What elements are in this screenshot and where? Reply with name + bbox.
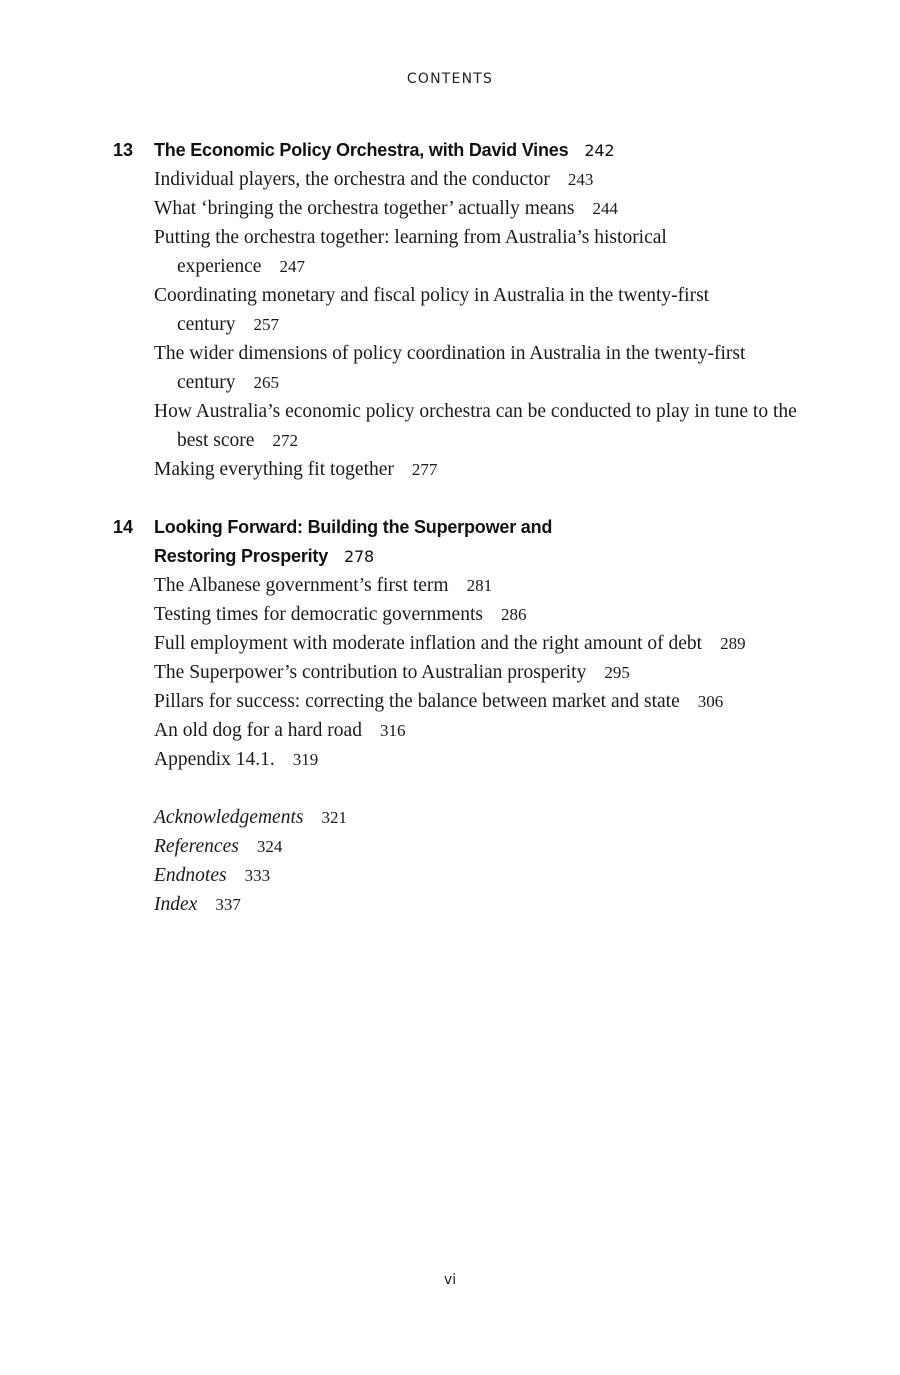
back-matter-item-index[interactable] <box>154 890 900 919</box>
back-matter-page: 324 <box>256 837 283 856</box>
entry-text: How Australia’s economic policy orchestra can be conducted to play in tune to the best score <box>154 401 797 451</box>
toc-entry[interactable] <box>154 397 797 455</box>
toc-entry[interactable] <box>154 281 797 339</box>
entry-text: The Albanese government’s first term <box>154 575 449 596</box>
chapter-title-text: The Economic Policy Orchestra, with David Vines <box>154 140 569 160</box>
entry-page: 244 <box>592 199 619 218</box>
back-matter <box>154 803 900 919</box>
entry-page: 286 <box>500 605 527 624</box>
chapter-title-text: Looking Forward: Building the Superpower and <box>154 517 553 537</box>
entry-text: Full employment with moderate inflation and the right amount of debt <box>154 633 703 654</box>
back-matter-item-references[interactable] <box>154 832 900 861</box>
toc-entry[interactable] <box>154 745 797 774</box>
entry-page: 243 <box>567 170 594 189</box>
entry-text: Putting the orchestra together: learning from Australia’s historical experience <box>154 227 667 277</box>
chapter-page-number: 242 <box>584 141 615 160</box>
entry-page: 316 <box>379 721 406 740</box>
entry-page: 306 <box>697 692 724 711</box>
entry-text: The wider dimensions of policy coordination in Australia in the twenty-first century <box>154 343 746 393</box>
chapter-title[interactable] <box>154 513 774 571</box>
back-matter-text: Endnotes <box>154 865 227 886</box>
back-matter-text: Acknowledgements <box>154 807 304 828</box>
entry-text: The Superpower’s contribution to Australian prosperity <box>154 662 587 683</box>
chapter-page-number: 278 <box>344 547 374 566</box>
entry-page: 319 <box>292 750 319 769</box>
toc-entry[interactable] <box>154 165 797 194</box>
chapter-13 <box>0 136 900 484</box>
entry-text: Pillars for success: correcting the balance between market and state <box>154 691 680 712</box>
back-matter-page: 321 <box>321 808 347 827</box>
entry-page: 257 <box>253 315 279 334</box>
toc-entry[interactable] <box>154 658 797 687</box>
toc-entry[interactable] <box>154 687 797 716</box>
back-matter-page: 333 <box>244 866 271 885</box>
chapter-title[interactable] <box>154 136 774 165</box>
table-of-contents <box>0 136 900 919</box>
entry-text: What ‘bringing the orchestra together’ actually means <box>154 198 575 219</box>
entry-page: 289 <box>720 634 746 653</box>
entry-text: Testing times for democratic governments <box>154 604 483 625</box>
back-matter-item-acknowledgements[interactable] <box>154 803 900 832</box>
entry-page: 272 <box>272 431 298 450</box>
toc-entry[interactable] <box>154 455 797 484</box>
toc-entry[interactable] <box>154 571 797 600</box>
toc-entry[interactable] <box>154 223 797 281</box>
toc-entry[interactable] <box>154 600 797 629</box>
chapter-title-text-line2: Restoring Prosperity <box>154 546 329 566</box>
entry-page: 277 <box>411 460 438 479</box>
entry-page: 247 <box>279 257 305 276</box>
chapter-number: 13 <box>113 140 134 160</box>
toc-entry[interactable] <box>154 716 797 745</box>
entry-text: An old dog for a hard road <box>154 720 362 741</box>
chapter-number: 14 <box>113 517 134 537</box>
entry-page: 281 <box>466 576 493 595</box>
entry-page: 265 <box>253 373 279 392</box>
entry-text: Coordinating monetary and fiscal policy in Australia in the twenty-first century <box>154 285 710 335</box>
back-matter-page: 337 <box>215 895 241 914</box>
chapter-14 <box>0 513 900 774</box>
entry-text: Appendix 14.1. <box>154 749 275 770</box>
toc-entry[interactable] <box>154 629 797 658</box>
back-matter-text: Index <box>154 894 198 915</box>
page-folio: vi <box>443 1272 457 1288</box>
back-matter-item-endnotes[interactable] <box>154 861 900 890</box>
back-matter-text: References <box>154 836 239 857</box>
running-head: CONTENTS <box>406 71 494 87</box>
toc-entry[interactable] <box>154 339 797 397</box>
toc-entry[interactable] <box>154 194 797 223</box>
entry-text: Making everything fit together <box>154 459 394 480</box>
entry-page: 295 <box>604 663 630 682</box>
entry-text: Individual players, the orchestra and the conductor <box>154 169 550 190</box>
